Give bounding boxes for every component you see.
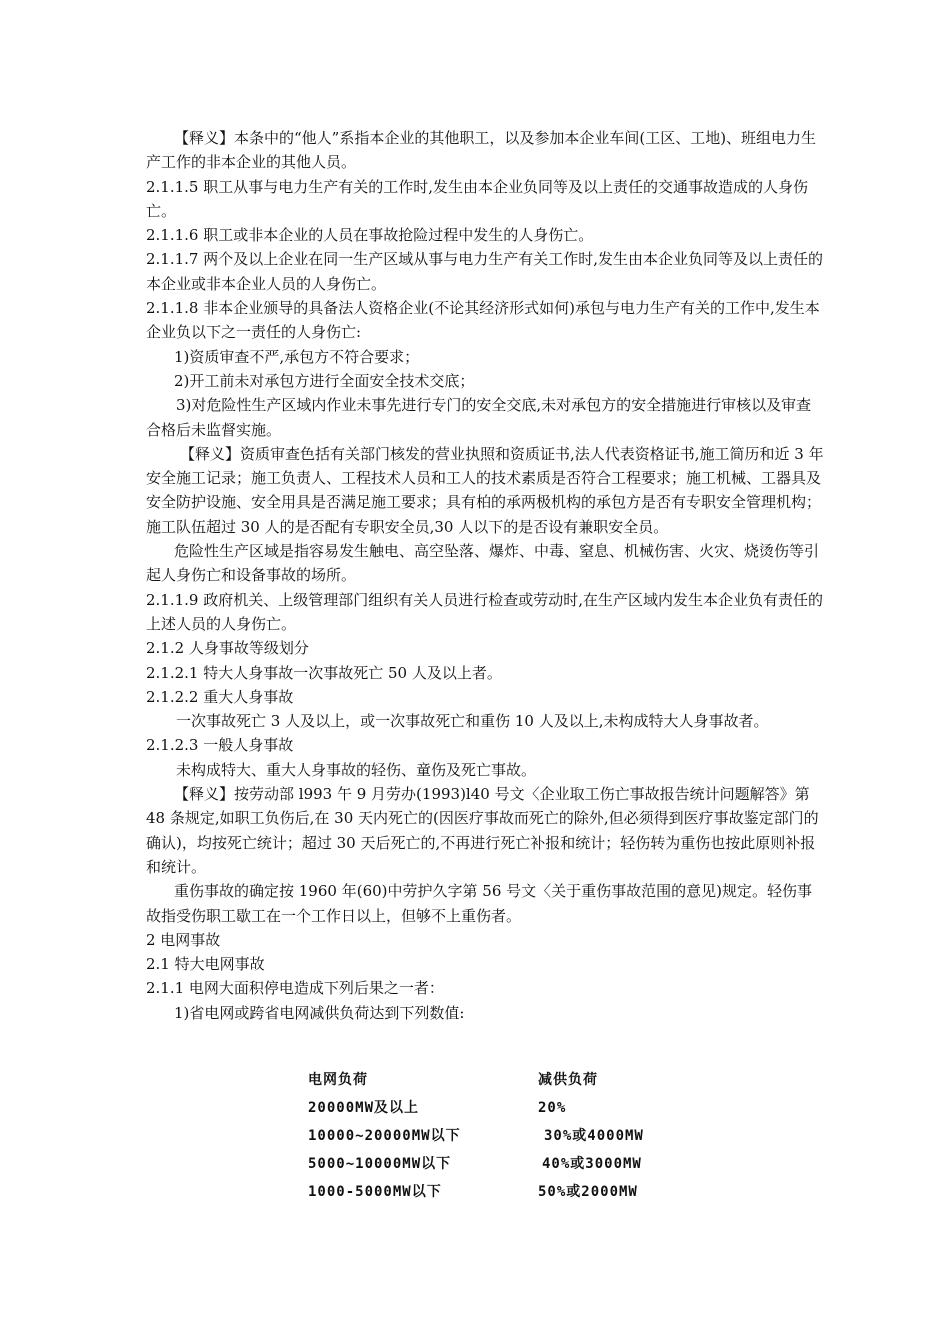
document-body (146, 126, 826, 1025)
paragraph-general-accident: 未构成特大、重大人身事故的轻伤、童伤及死亡事故。 (176, 760, 537, 779)
list-item-3: 3)对危险性生产区域内作业未事先进行专门的安全交底,未对承包方的安全措施进行审核以及审查合格后未监督实施。 (146, 396, 812, 439)
list-item-2: 2)开工前未对承包方进行全面安全技术交底； (174, 371, 475, 390)
table-cell: 10000~20000MW以下 (308, 1128, 461, 1144)
paragraph-shiyi-zizhi: 【释义】资质审查色括有关部门核发的营业执照和资质证书,法人代表资格证书,施工简历和近 3 年安全施工记录；施工负责人、工程技术人员和工人的技术素质是否符合工程要求；施工机械、工器具及安全防护设施、安全用具是否满足施工要求；具有柏的承两极机构的承包方是否有专职安全管理机构；施工队伍超过 30 人的是否配有专职安全员,30 人以下的是否设有兼职安全员。 (146, 444, 824, 536)
heading-2-1-2-3: 2.1.2.3 一般人身事故 (146, 736, 294, 755)
table-cell: 5000~10000MW以下 (308, 1156, 452, 1172)
heading-2-1: 2.1 特大电网事故 (146, 955, 265, 974)
list-item-grid-load: 1)省电网或跨省电网减供负荷达到下列数值: (174, 1003, 465, 1022)
heading-2-1-2: 2.1.2 人身事故等级划分 (146, 639, 309, 658)
table-header-row (300, 1066, 700, 1094)
table-cell: 50%或2000MW (538, 1184, 638, 1200)
paragraph-2-1-2-1: 2.1.2.1 特大人身事故一次事故死亡 50 人及以上者。 (146, 663, 502, 682)
table-row (300, 1094, 700, 1122)
paragraph-2-1-1-9: 2.1.1.9 政府机关、上级管理部门组织有关人员进行检查或劳动时,在生产区域内发生本企业负有责任的上述人员的人身伤亡。 (146, 590, 824, 633)
table-row (300, 1178, 700, 1206)
table-row (300, 1122, 700, 1150)
paragraph-serious-injury: 重伤事故的确定按 1960 年(60)中劳护久字第 56 号文〈关于重伤事故范围的意见)规定。轻伤事故指受伤职工歇工在一个工作日以上，但够不上重伤者。 (146, 882, 812, 925)
paragraph-2-1-1-6: 2.1.1.6 职工或非本企业的人员在事故抢险过程中发生的人身伤亡。 (146, 226, 594, 245)
table-cell: 20000MW及以上 (308, 1100, 420, 1116)
table-cell: 30%或4000MW (544, 1128, 644, 1144)
paragraph-2-1-1-8: 2.1.1.8 非本企业颁导的具备法人资格企业(不论其经济形式如何)承包与电力生产有关的工作中,发生本企业负以下之一责任的人身伤亡: (146, 299, 820, 342)
paragraph-shiyi-taren: 【释义】本条中的“他人”系指本企业的其他职工，以及参加本企业车间(工区、工地)、班组电力生产工作的非本企业的其他人员。 (146, 129, 817, 172)
heading-2-1-2-2: 2.1.2.2 重大人身事故 (146, 687, 294, 706)
paragraph-2-1-1-7: 2.1.1.7 两个及以上企业在同一生产区域从事与电力生产有关工作时,发生由本企业负同等及以上责任的本企业或非本企业人员的人身伤亡。 (146, 250, 824, 293)
table-row (300, 1150, 700, 1178)
table-cell: 1000-5000MW以下 (308, 1184, 442, 1200)
load-reduction-table (300, 1066, 700, 1206)
list-item-1: 1)资质审查不严,承包方不符合要求； (174, 347, 420, 366)
header-grid-load: 电网负荷 (308, 1072, 368, 1088)
header-reduced-load: 减供负荷 (538, 1072, 598, 1088)
table-cell: 40%或3000MW (542, 1156, 642, 1172)
paragraph-shiyi-labor: 【释义】按劳动部 l993 午 9 月劳办(1993)l40 号文〈企业取工伤亡事故报告统计问题解答》第 48 条规定,如职工负伤后,在 30 天内死亡的(因医疗事故而死亡的除外,但必须得到医疗事故鉴定部门的确认)，均按死亡统计；超过 30 天后死亡的,不再进行死亡补报和统计；轻伤转为重伤也按此原则补报和统计。 (146, 785, 819, 876)
paragraph-danger-zone: 危险性生产区域是指容易发生触电、高空坠落、爆炸、中毒、窒息、机械伤害、火灾、烧烫伤等引起人身伤亡和设备事故的场所。 (146, 542, 820, 585)
paragraph-2-1-1-5: 2.1.1.5 职工从事与电力生产有关的工作时,发生由本企业负同等及以上责任的交通事故造成的人身伤亡。 (146, 177, 809, 220)
paragraph-major-accident: 一次事故死亡 3 人及以上，或一次事故死亡和重伤 10 人及以上,未构成特大人身事故者。 (176, 712, 769, 731)
paragraph-2-1-1: 2.1.1 电网大面积停电造成下列后果之一者： (146, 979, 444, 998)
heading-2: 2 电网事故 (146, 930, 221, 949)
table-cell: 20% (538, 1100, 567, 1116)
